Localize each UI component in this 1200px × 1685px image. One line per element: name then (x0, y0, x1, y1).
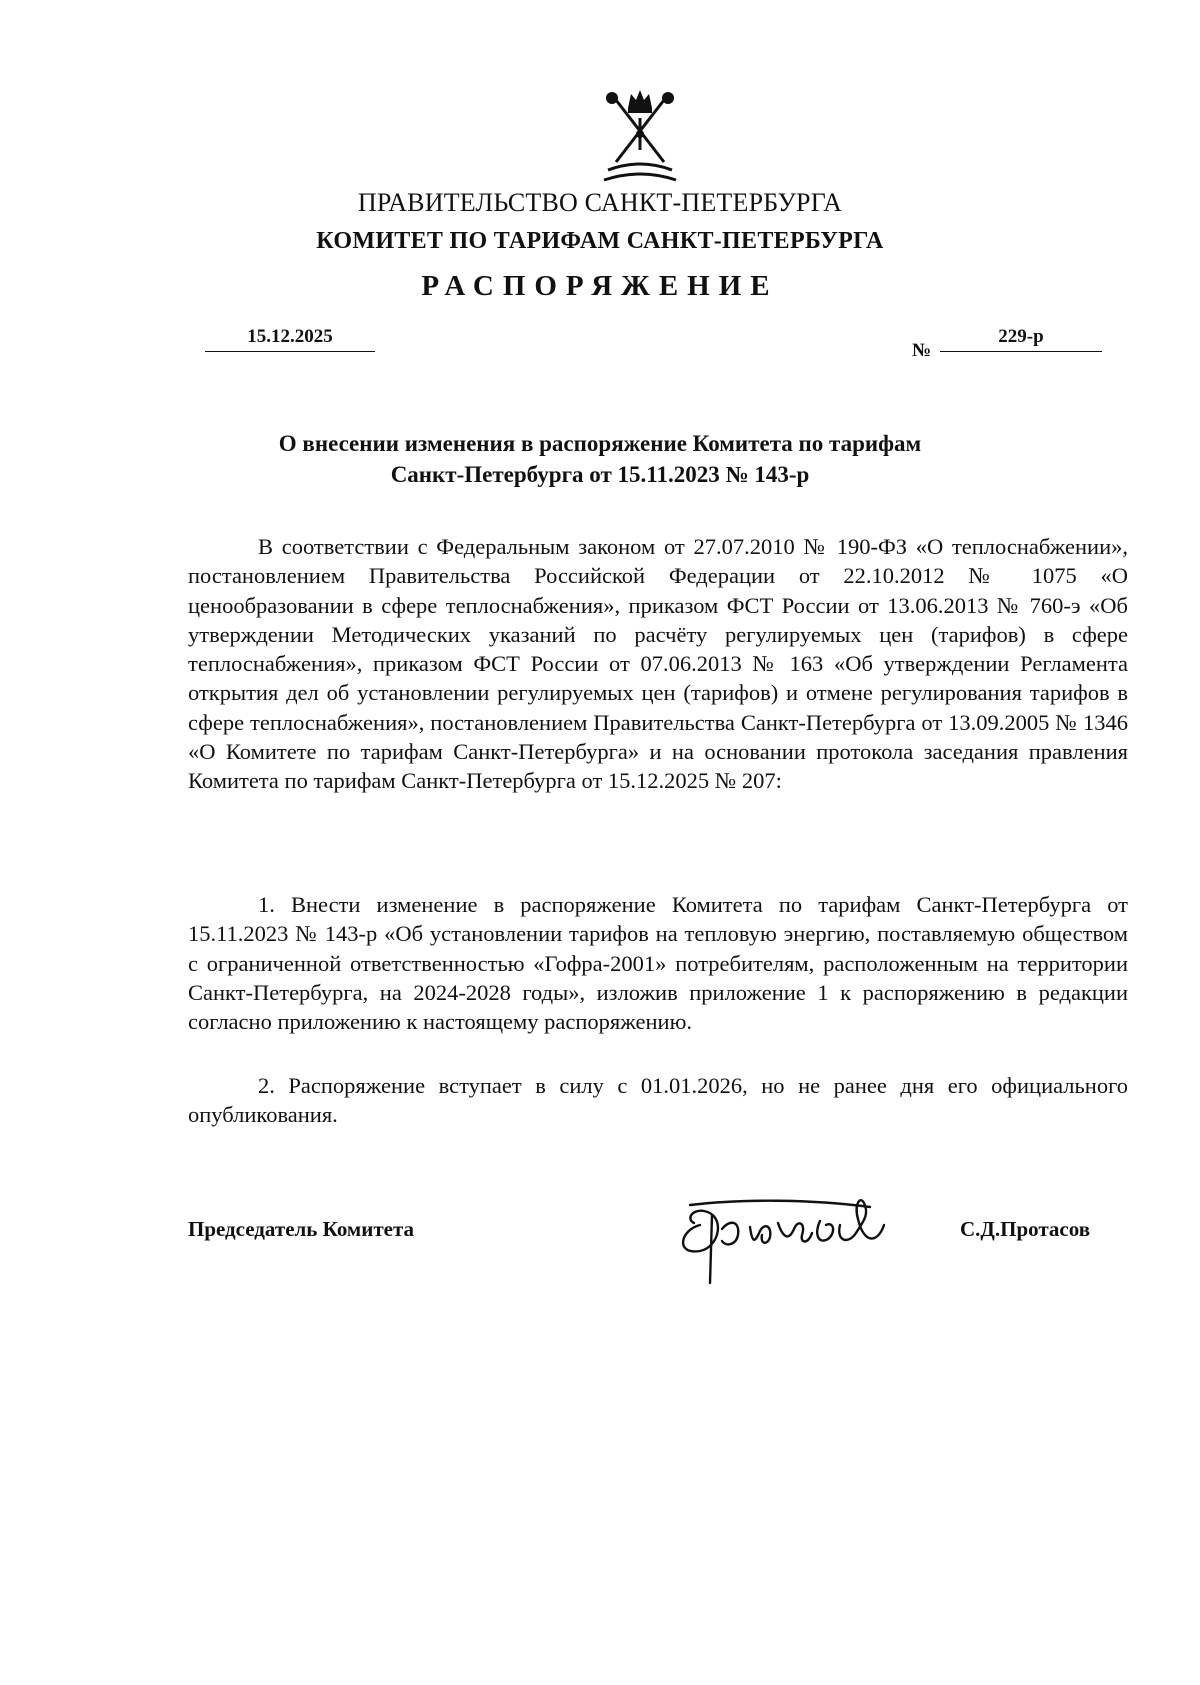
document-number: 229-р (940, 326, 1102, 352)
number-sign: № (912, 340, 932, 361)
handwritten-signature (660, 1185, 910, 1290)
document-type: РАСПОРЯЖЕНИЕ (421, 270, 779, 302)
subject-line-1: О внесении изменения в распоряжение Комитета по тарифам (278, 431, 922, 456)
committee-title: КОМИТЕТ ПО ТАРИФАМ САНКТ-ПЕТЕРБУРГА (316, 228, 884, 254)
document-subject (170, 428, 1030, 490)
preamble-paragraph: В соответствии с Федеральным законом от 27.07.2010 № 190-ФЗ «О теплоснабжении», постановлением Правительства Российской Федерации от 22.10.2012 № 1075 «О ценообразовании в сфере теплоснабжения», приказом ФСТ России от 13.06.2013 № 760-э «Об утверждении Методических указаний по расчёту регулируемых цен (тарифов) в сфере теплоснабжения», приказом ФСТ России от 07.06.2013 № 163 «Об утверждении Регламента открытия дел об установлении регулируемых цен (тарифов) и отмене регулирования тарифов в сфере теплоснабжения», постановлением Правительства Санкт-Петербурга от 13.09.2005 № 1346 «О Комитете по тарифам Санкт-Петербурга» и на основании протокола заседания правления Комитета по тарифам Санкт-Петербурга от 15.12.2025 № 207: (188, 534, 1128, 794)
coat-of-arms-emblem (598, 88, 682, 188)
document-date: 15.12.2025 (205, 326, 375, 352)
item-2-paragraph: 2. Распоряжение вступает в силу с 01.01.2026, но не ранее дня его официального опубликования. (188, 1073, 1128, 1128)
signatory-title: Председатель Комитета (188, 1217, 415, 1241)
item-1-paragraph: 1. Внести изменение в распоряжение Комитета по тарифам Санкт-Петербурга от 15.11.2023 № 143-р «Об установлении тарифов на тепловую энергию, поставляемую обществом с ограниченной ответственностью «Гофра-2001» потребителям, расположенным на территории Санкт-Петербурга, на 2024-2028 годы», изложив приложение 1 к распоряжению в редакции согласно приложению к настоящему распоряжению. (188, 892, 1128, 1035)
government-title: ПРАВИТЕЛЬСТВО САНКТ-ПЕТЕРБУРГА (357, 188, 843, 217)
subject-line-2: Санкт-Петербурга от 15.11.2023 № 143-р (390, 462, 810, 487)
signatory-name: С.Д.Протасов (960, 1217, 1091, 1241)
